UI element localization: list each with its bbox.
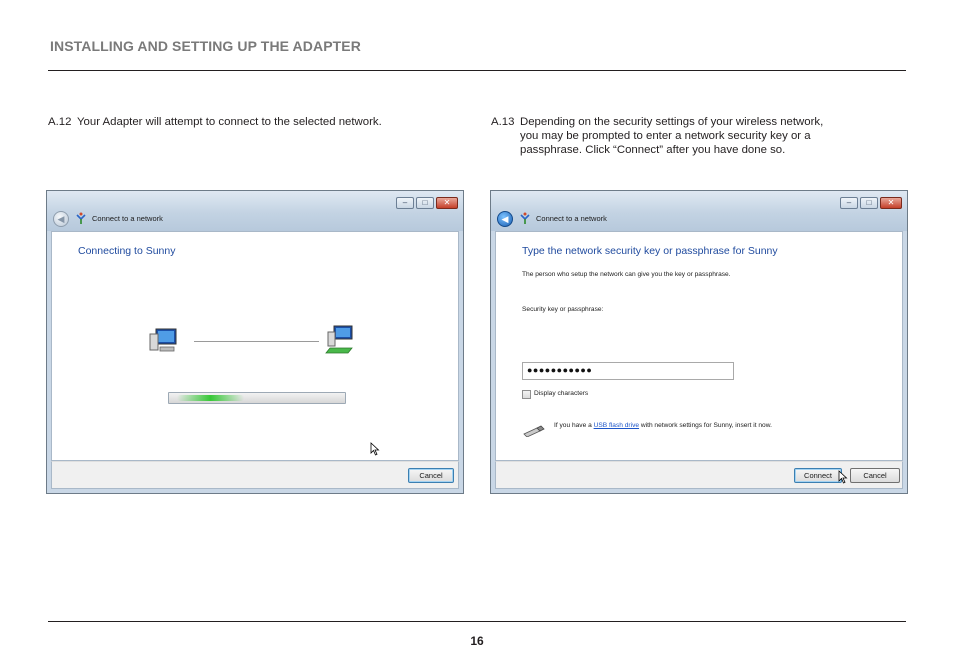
security-key-label: Security key or passphrase: — [522, 306, 604, 313]
usb-flash-drive-link[interactable]: USB flash drive — [593, 422, 640, 429]
mouse-pointer-icon — [838, 470, 848, 484]
titlebar — [491, 191, 907, 231]
cancel-button[interactable]: Cancel — [408, 468, 454, 483]
network-icon — [519, 212, 531, 225]
step-line: you may be prompted to enter a network security key or a — [520, 130, 811, 142]
security-info-text: The person who setup the network can give you the key or passphrase. — [522, 271, 731, 278]
dialog-content — [51, 231, 459, 461]
step-number: A.13 — [491, 116, 515, 128]
cancel-button[interactable]: Cancel — [850, 468, 900, 483]
close-button[interactable]: ✕ — [880, 197, 902, 209]
dialog-footer — [495, 461, 903, 489]
section-header: INSTALLING AND SETTING UP THE ADAPTER — [50, 38, 361, 54]
usb-drive-icon — [522, 425, 546, 437]
dialog-title: Connect to a network — [536, 214, 607, 223]
dialog-content — [495, 231, 903, 461]
computer-icon — [148, 326, 180, 356]
network-computers-icon — [324, 324, 356, 354]
display-characters-checkbox[interactable] — [522, 390, 531, 399]
footer-rule — [48, 621, 906, 622]
maximize-button[interactable]: □ — [860, 197, 878, 209]
security-key-dialog-screenshot — [490, 190, 908, 494]
step-line: Depending on the security settings of your wireless network, — [520, 116, 824, 128]
display-characters-label: Display characters — [534, 390, 589, 397]
network-icon — [75, 212, 87, 225]
connection-progress-bar — [168, 392, 346, 404]
dialog-title: Connect to a network — [92, 214, 163, 223]
step-number: A.12 — [48, 116, 72, 128]
page-number: 16 — [470, 634, 484, 648]
header-rule — [48, 70, 906, 71]
connection-line — [194, 341, 319, 342]
dialog-footer — [51, 461, 459, 489]
connecting-dialog-screenshot — [46, 190, 464, 494]
close-button[interactable]: ✕ — [436, 197, 458, 209]
step-line: passphrase. Click “Connect” after you have done so. — [520, 144, 786, 156]
step-line: Your Adapter will attempt to connect to the selected network. — [77, 116, 382, 128]
titlebar — [47, 191, 463, 231]
back-arrow-icon[interactable]: ◀ — [497, 211, 513, 227]
security-key-input[interactable]: ●●●●●●●●●●● — [522, 362, 734, 380]
security-heading: Type the network security key or passphrase for Sunny — [522, 245, 778, 257]
connect-button[interactable]: Connect — [794, 468, 842, 483]
back-arrow-icon[interactable]: ◀ — [53, 211, 69, 227]
usb-info-text — [554, 422, 772, 429]
window-controls — [840, 197, 902, 209]
connecting-heading: Connecting to Sunny — [78, 245, 176, 257]
usb-text-prefix: If you have a — [554, 422, 594, 429]
minimize-button[interactable]: – — [396, 197, 414, 209]
window-controls — [396, 197, 458, 209]
mouse-pointer-icon — [370, 442, 380, 456]
maximize-button[interactable]: □ — [416, 197, 434, 209]
step-a13-text — [491, 115, 911, 157]
progress-fill — [177, 395, 244, 401]
minimize-button[interactable]: – — [840, 197, 858, 209]
usb-text-suffix: with network settings for Sunny, insert it now. — [639, 422, 772, 429]
step-a12-text — [48, 115, 458, 129]
